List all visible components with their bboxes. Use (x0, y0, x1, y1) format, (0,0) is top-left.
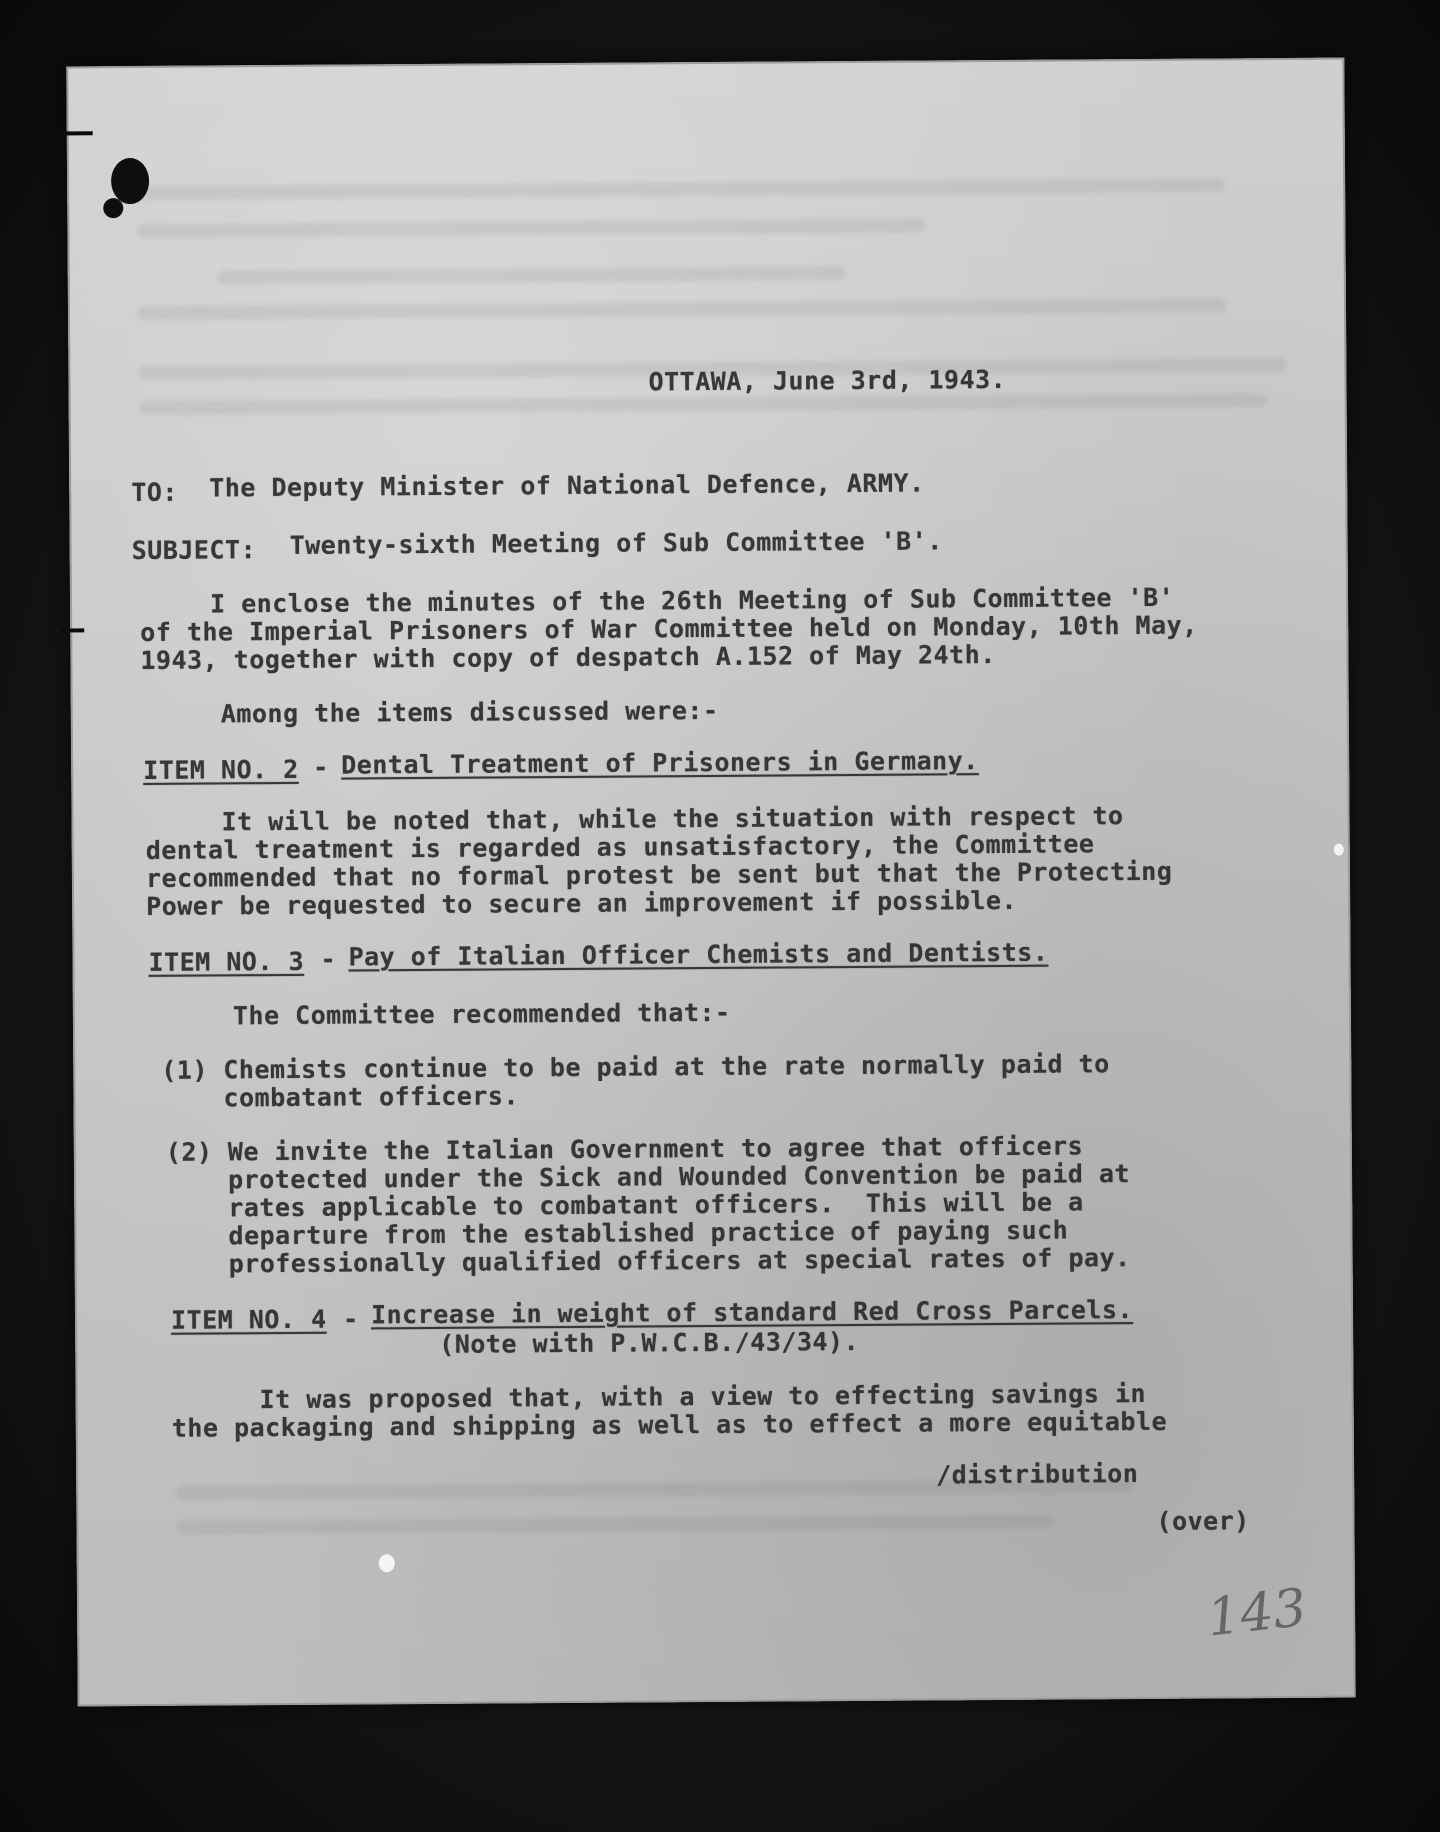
item2-title: Dental Treatment of Prisoners in Germany. (341, 746, 979, 780)
item2-body-line-2: dental treatment is regarded as unsatisfactory, the Committee (145, 829, 1095, 865)
intro-line-1: I enclose the minutes of the 26th Meeting of Sub Committee 'B' (209, 582, 1175, 619)
bleed-through-line (137, 178, 1225, 200)
items-intro: Among the items discussed were:- (220, 695, 719, 729)
item3-label: ITEM NO. 3 (148, 946, 305, 977)
document-page (66, 58, 1355, 1707)
subject-label: SUBJECT: (131, 535, 257, 566)
ink-blot (103, 198, 123, 218)
item3-title: Pay of Italian Officer Chemists and Dentists. (348, 937, 1049, 972)
ink-blot (111, 158, 149, 204)
bleed-through-line (137, 218, 925, 238)
intro-line-3: 1943, together with copy of despatch A.152 of May 24th. (140, 640, 996, 675)
subject-value: Twenty-sixth Meeting of Sub Committee 'B'. (289, 526, 943, 560)
handwritten-page-number: 143 (1204, 1577, 1310, 1649)
to-recipient: The Deputy Minister of National Defence, ARMY. (209, 468, 925, 503)
item3-point2-line-4: departure from the established practice of paying such (228, 1215, 1069, 1251)
over-marker: (over) (1156, 1506, 1250, 1536)
place-date: OTTAWA, June 3rd, 1943. (648, 364, 1007, 397)
intro-line-2: of the Imperial Prisoners of War Committee held on Monday, 10th May, (140, 610, 1198, 647)
paper-speck (379, 1554, 395, 1572)
bleed-through-line (176, 1515, 1054, 1535)
item4-note: (Note with P.W.C.B./43/34). (439, 1326, 860, 1359)
item3-point2-line-1: We invite the Italian Government to agree that officers (227, 1131, 1084, 1167)
bleed-through-line (138, 298, 1226, 320)
item4-dash: - (342, 1304, 359, 1334)
margin-mark (57, 131, 93, 135)
item3-point1-number: (1) (161, 1055, 209, 1085)
item3-point1-line-1: Chemists continue to be paid at the rate normally paid to (223, 1049, 1110, 1085)
item2-dash: - (313, 752, 329, 782)
item3-point2-line-2: protected under the Sick and Wounded Convention be paid at (227, 1159, 1131, 1195)
item4-title: Increase in weight of standard Red Cross Parcels. (370, 1295, 1134, 1330)
item4-body-line-1: It was proposed that, with a view to effecting savings in (259, 1378, 1147, 1415)
item3-intro: The Committee recommended that:- (232, 997, 731, 1031)
bleed-through-line (218, 266, 846, 284)
continuation-word: /distribution (936, 1459, 1139, 1490)
item3-point1-line-2: combatant officers. (223, 1081, 520, 1113)
item2-body-line-1: It will be noted that, while the situation with respect to (221, 801, 1124, 837)
margin-mark (60, 628, 84, 632)
to-label: TO: (131, 477, 179, 508)
item3-point2-line-3: rates applicable to combatant officers. This will be a (228, 1187, 1084, 1223)
paper-speck (1334, 844, 1344, 856)
item3-dash: - (320, 944, 337, 974)
item3-point2-line-5: professionally qualified officers at special rates of pay. (228, 1243, 1131, 1279)
item3-point2-number: (2) (165, 1137, 213, 1167)
item2-label: ITEM NO. 2 (143, 754, 299, 785)
item2-body-line-3: recommended that no formal protest be sent but that the Protecting (145, 856, 1173, 893)
item4-label: ITEM NO. 4 (170, 1304, 327, 1335)
item2-body-line-4: Power be requested to secure an improvement if possible. (146, 885, 1018, 921)
item4-body-line-2: the packaging and shipping as well as to effect a more equitable (171, 1406, 1168, 1443)
